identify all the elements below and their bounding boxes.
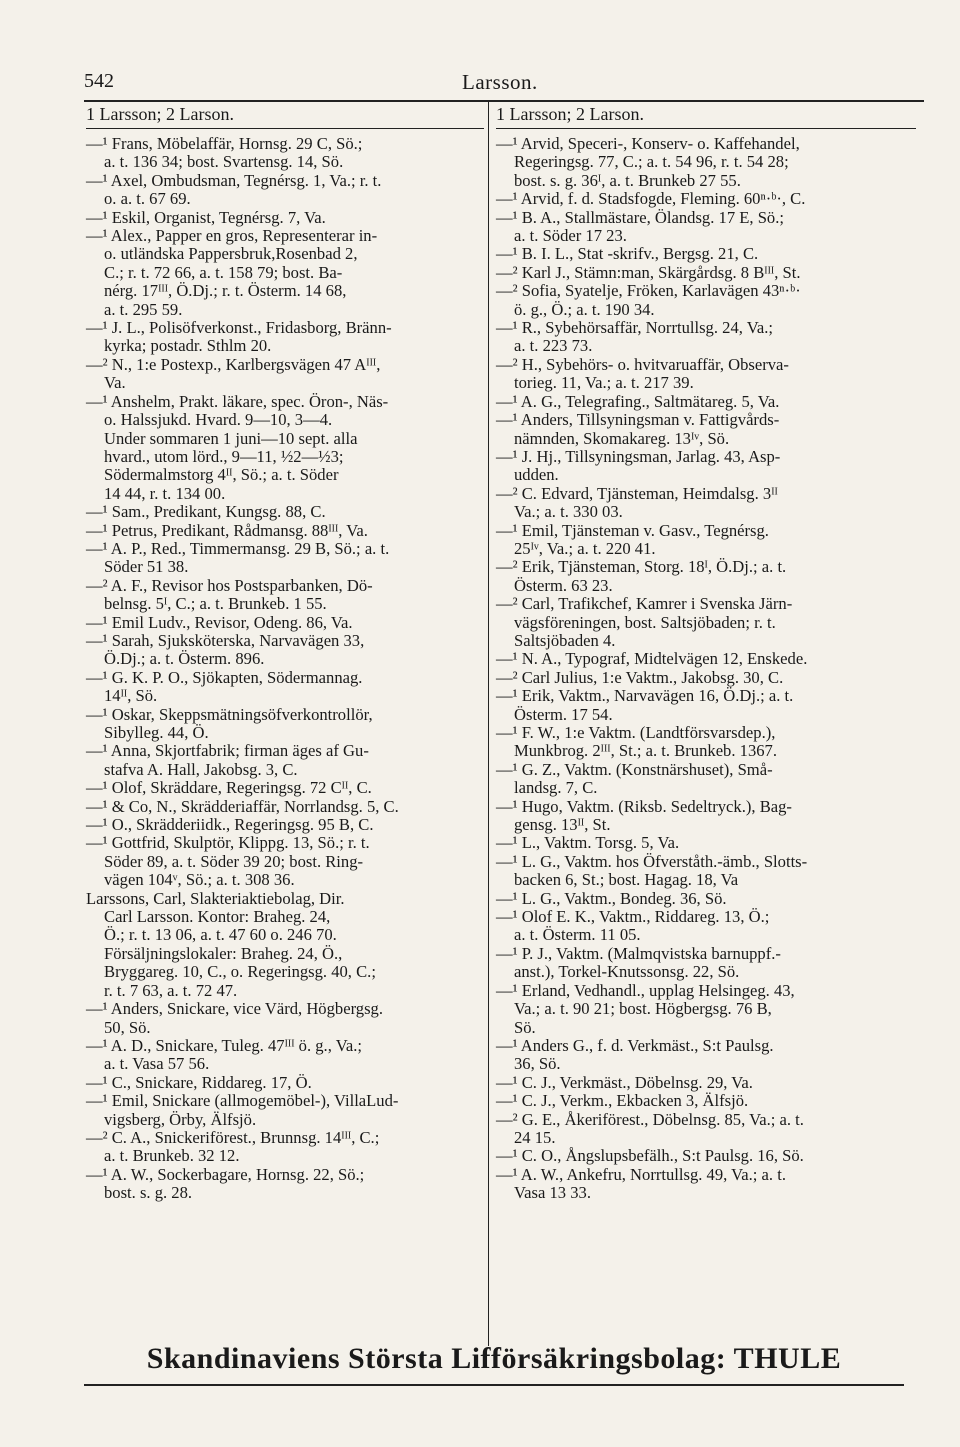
entry-continuation-line: Va.; a. t. 90 21; bost. Högbergsg. 76 B,	[514, 999, 772, 1019]
directory-entry	[496, 650, 916, 668]
entry-continuation-line: Vasa 13 33.	[514, 1183, 591, 1203]
directory-entry	[496, 393, 916, 411]
entry-line: —¹ Arvid, f. d. Stadsfogde, Fleming. 60ⁿ·ᵇ·, C.	[496, 189, 806, 209]
entry-continuation-line: Carl Larsson. Kontor: Braheg. 24,	[104, 907, 331, 927]
entry-continuation-line: Munkbrog. 2ᴵᴵᴵ, St.; a. t. Brunkeb. 1367.	[514, 741, 777, 761]
entry-continuation-line: a. t. 295 59.	[104, 299, 183, 319]
entry-continuation-line: bost. s. g. 28.	[104, 1183, 193, 1203]
entry-line: —¹ A. W., Sockerbagare, Hornsg. 22, Sö.;	[86, 1164, 365, 1184]
entry-continuation-line: Ö.Dj.; a. t. Österm. 896.	[104, 649, 265, 669]
entry-line: —² C. Edvard, Tjänsteman, Heimdalsg. 3ᴵᴵ	[496, 483, 778, 503]
entry-continuation-line: Södermalmstorg 4ᴵᴵ, Sö.; a. t. Söder	[104, 465, 339, 485]
directory-entry	[496, 1166, 916, 1203]
directory-entry	[86, 503, 482, 521]
directory-entry	[496, 687, 916, 724]
entry-line: —¹ L. G., Vaktm. hos Öfverståth.-ämb., Slotts-	[496, 851, 808, 871]
entry-continuation-line: vigsberg, Örby, Älfsjö.	[104, 1109, 257, 1129]
entry-continuation-line: 24 15.	[514, 1127, 556, 1147]
directory-entry	[86, 779, 482, 797]
entry-line: —¹ Emil, Tjänsteman v. Gasv., Tegnérsg.	[496, 520, 769, 540]
entry-line: —² Erik, Tjänsteman, Storg. 18ᴵ, Ö.Dj.; a. t.	[496, 557, 787, 577]
entry-line: —¹ Arvid, Speceri-, Konserv- o. Kaffehandel,	[496, 134, 800, 153]
entry-continuation-line: a. t. 136 34; bost. Svartensg. 14, Sö.	[104, 152, 344, 172]
entry-continuation-line: Söder 89, a. t. Söder 39 20; bost. Ring-	[104, 851, 364, 871]
directory-entry	[496, 1074, 916, 1092]
directory-entry	[496, 724, 916, 761]
entry-continuation-line: 50, Sö.	[104, 1017, 151, 1037]
directory-entry	[496, 264, 916, 282]
directory-entry	[86, 1092, 482, 1129]
entry-continuation-line: nämnden, Skomakareg. 13ᴵᵛ, Sö.	[514, 428, 730, 448]
directory-entry	[496, 1111, 916, 1148]
entry-line: —¹ B. I. L., Stat -skrifv., Bergsg. 21, C.	[496, 244, 759, 264]
directory-column-left	[86, 135, 482, 1203]
entry-continuation-line: Österm. 17 54.	[514, 704, 613, 724]
header-rule	[84, 100, 924, 102]
entry-line: —¹ Hugo, Vaktm. (Riksb. Sedeltryck.), Bag-	[496, 796, 792, 816]
directory-entry	[496, 356, 916, 393]
entry-continuation-line: Söder 51 38.	[104, 557, 189, 577]
directory-entry	[496, 853, 916, 890]
entry-continuation-line: 25ᴵᵛ, Va.; a. t. 220 41.	[514, 538, 656, 558]
entry-line: —² Carl Julius, 1:e Vaktm., Jakobsg. 30, C.	[496, 667, 784, 687]
column-heading-rule-left	[86, 128, 484, 129]
directory-entry	[86, 834, 482, 889]
entry-line: —¹ & Co, N., Skrädderiaffär, Norrlandsg. 5, C.	[86, 796, 399, 816]
entry-line: —¹ Oskar, Skeppsmätningsöfverkontrollör,	[86, 704, 373, 724]
directory-entry	[86, 522, 482, 540]
entry-line: —¹ Anders, Tillsyningsman v. Fattigvårds-	[496, 410, 780, 430]
entry-continuation-line: o. utländska Pappersbruk,Rosenbad 2,	[104, 244, 358, 264]
column-heading-rule-right	[496, 128, 916, 129]
directory-entry	[496, 190, 916, 208]
directory-entry	[496, 282, 916, 319]
entry-line: —¹ J. Hj., Tillsyningsman, Jarlag. 43, Asp-	[496, 446, 781, 466]
entry-continuation-line: anst.), Torkel-Knutssonsg. 22, Sö.	[514, 962, 740, 982]
entry-line: —¹ Olof E. K., Vaktm., Riddareg. 13, Ö.;	[496, 907, 770, 927]
directory-entry	[496, 522, 916, 559]
directory-entry	[86, 172, 482, 209]
entry-line: —¹ Olof, Skräddare, Regeringsg. 72 Cᴵᴵ, C.	[86, 778, 372, 798]
directory-entry	[86, 614, 482, 632]
entry-line: —¹ Anshelm, Prakt. läkare, spec. Öron-, Näs-	[86, 391, 389, 411]
directory-entry	[496, 411, 916, 448]
directory-entry	[86, 1166, 482, 1203]
directory-entry	[496, 945, 916, 982]
directory-entry	[86, 319, 482, 356]
entry-continuation-line: kyrka; postadr. Sthlm 20.	[104, 336, 272, 356]
entry-line: —¹ Emil Ludv., Revisor, Odeng. 86, Va.	[86, 612, 353, 632]
directory-entry	[86, 356, 482, 393]
entry-continuation-line: udden.	[514, 465, 559, 485]
entry-continuation-line: landsg. 7, C.	[514, 778, 598, 798]
entry-line: —¹ J. L., Polisöfverkonst., Fridasborg, Bränn-	[86, 318, 392, 338]
directory-entry	[86, 227, 482, 319]
entry-continuation-line: Sö.	[514, 1017, 536, 1037]
directory-entry	[86, 742, 482, 779]
directory-entry	[86, 135, 482, 172]
entry-line: —² N., 1:e Postexp., Karlbergsvägen 47 Aᴵᴵᴵ,	[86, 354, 381, 374]
column-divider	[488, 102, 489, 1346]
directory-entry	[496, 669, 916, 687]
directory-entry	[86, 669, 482, 706]
directory-entry	[496, 209, 916, 246]
entry-line: —¹ Alex., Papper en gros, Representerar in-	[86, 226, 378, 246]
entry-continuation-line: a. t. 223 73.	[514, 336, 593, 356]
entry-line: —¹ C. J., Verkm., Ekbacken 3, Älfsjö.	[496, 1091, 749, 1111]
directory-entry	[86, 632, 482, 669]
entry-continuation-line: C.; r. t. 72 66, a. t. 158 79; bost. Ba-	[104, 262, 343, 282]
entry-continuation-line: 14ᴵᴵ, Sö.	[104, 686, 158, 706]
entry-continuation-line: Regeringsg. 77, C.; a. t. 54 96, r. t. 54 28;	[514, 152, 789, 172]
entry-line: —¹ Anders, Snickare, vice Värd, Högbergsg.	[86, 999, 383, 1019]
running-head: Larsson.	[462, 70, 538, 94]
entry-line: —¹ C. O., Ångslupsbefälh., S:t Paulsg. 16, Sö.	[496, 1146, 804, 1166]
entry-line: —¹ Gottfrid, Skulptör, Klippg. 13, Sö.; r. t.	[86, 833, 370, 853]
entry-line: —² Carl, Trafikchef, Kamrer i Svenska Järn-	[496, 594, 793, 614]
directory-entry	[496, 1092, 916, 1110]
directory-entry	[86, 209, 482, 227]
entry-continuation-line: a. t. Söder 17 23.	[514, 226, 627, 246]
directory-entry	[86, 816, 482, 834]
entry-continuation-line: vägsföreningen, bost. Saltsjöbaden; r. t.	[514, 612, 776, 632]
entry-continuation-line: Sibylleg. 44, Ö.	[104, 723, 209, 742]
entry-line: —² A. F., Revisor hos Postsparbanken, Dö-	[86, 575, 373, 595]
directory-entry	[86, 1129, 482, 1166]
entry-line: —² H., Sybehörs- o. hvitvaruaffär, Observa-	[496, 354, 789, 374]
directory-entry	[496, 595, 916, 650]
entry-continuation-line: Va.	[104, 373, 126, 393]
directory-entry	[496, 908, 916, 945]
entry-line: —¹ G. Z., Vaktm. (Konstnärshuset), Små-	[496, 759, 773, 779]
directory-entry	[86, 706, 482, 743]
directory-entry	[496, 1037, 916, 1074]
entry-continuation-line: bost. s. g. 36ᴵ, a. t. Brunkeb 27 55.	[514, 170, 741, 190]
entry-continuation-line: nérg. 17ᴵᴵᴵ, Ö.Dj.; r. t. Österm. 14 68,	[104, 281, 347, 301]
entry-line: —¹ A. W., Ankefru, Norrtullsg. 49, Va.; a. t.	[496, 1164, 786, 1184]
directory-entry	[496, 448, 916, 485]
directory-entry	[496, 982, 916, 1037]
entry-continuation-line: a. t. Brunkeb. 32 12.	[104, 1146, 240, 1166]
entry-line: —² G. E., Åkeriförest., Döbelnsg. 85, Va.; a. t.	[496, 1109, 804, 1129]
column-heading-left: 1 Larsson; 2 Larson.	[86, 104, 234, 124]
entry-continuation-line: o. Halssjukd. Hvard. 9—10, 3—4.	[104, 410, 333, 430]
entry-continuation-line: Saltsjöbaden 4.	[514, 630, 616, 650]
directory-entry	[86, 393, 482, 503]
entry-continuation-line: Försäljningslokaler: Braheg. 24, Ö.,	[104, 943, 343, 963]
entry-continuation-line: Bryggareg. 10, C., o. Regeringsg. 40, C.;	[104, 962, 376, 982]
advertisement-banner: Skandinaviens Största Lifförsäkringsbolag: THULE	[146, 1342, 842, 1375]
entry-continuation-line: 14 44, r. t. 134 00.	[104, 483, 226, 503]
entry-line: —¹ Axel, Ombudsman, Tegnérsg. 1, Va.; r. t.	[86, 170, 382, 190]
directory-entry	[496, 558, 916, 595]
entry-continuation-line: Ö.; r. t. 13 06, a. t. 47 60 o. 246 70.	[104, 925, 337, 945]
entry-line: —¹ P. J., Vaktm. (Malmqvistska barnuppf.-	[496, 943, 781, 963]
directory-entry	[86, 798, 482, 816]
entry-line: —¹ C. J., Verkmäst., Döbelnsg. 29, Va.	[496, 1072, 753, 1092]
entry-line: —¹ Petrus, Predikant, Rådmansg. 88ᴵᴵᴵ, Va.	[86, 520, 368, 540]
entry-line: —¹ G. K. P. O., Sjökapten, Södermannag.	[86, 667, 363, 687]
entry-continuation-line: r. t. 7 63, a. t. 72 47.	[104, 980, 238, 1000]
entry-line: —¹ A. G., Telegrafing., Saltmätareg. 5, Va.	[496, 391, 780, 411]
entry-line: —¹ O., Skrädderiidk., Regeringsg. 95 B, C.	[86, 815, 374, 835]
entry-continuation-line: Österm. 63 23.	[514, 575, 613, 595]
directory-column-right	[496, 135, 916, 1203]
entry-continuation-line: belnsg. 5ᴵ, C.; a. t. Brunkeb. 1 55.	[104, 594, 327, 614]
directory-entry	[86, 540, 482, 577]
directory-entry	[496, 245, 916, 263]
entry-line: —¹ Anders G., f. d. Verkmäst., S:t Paulsg.	[496, 1035, 774, 1055]
entry-line: —² Sofia, Syatelje, Fröken, Karlavägen 43ⁿ·ᵇ·	[496, 281, 801, 301]
entry-line: —¹ Erik, Vaktm., Narvavägen 16, Ö.Dj.; a. t.	[496, 686, 794, 706]
directory-entry	[496, 761, 916, 798]
entry-line: —¹ B. A., Stallmästare, Ölandsg. 17 E, Sö.;	[496, 207, 784, 227]
directory-entry	[86, 1000, 482, 1037]
entry-line: —¹ A. D., Snickare, Tuleg. 47ᴵᴵᴵ ö. g., Va.;	[86, 1035, 362, 1055]
entry-continuation-line: ö. g., Ö.; a. t. 190 34.	[514, 299, 655, 319]
directory-entry	[86, 577, 482, 614]
entry-line: —¹ L. G., Vaktm., Bondeg. 36, Sö.	[496, 888, 727, 908]
entry-line: —¹ Sam., Predikant, Kungsg. 88, C.	[86, 502, 326, 522]
column-heading-right: 1 Larsson; 2 Larson.	[496, 104, 644, 124]
entry-line: Larssons, Carl, Slakteriaktiebolag, Dir.	[86, 888, 345, 908]
entry-continuation-line: Va.; a. t. 330 03.	[514, 502, 623, 522]
directory-entry	[86, 1074, 482, 1092]
directory-entry	[86, 1037, 482, 1074]
entry-continuation-line: o. a. t. 67 69.	[104, 189, 191, 209]
directory-entry	[496, 798, 916, 835]
page-number: 542	[84, 70, 114, 92]
directory-entry	[496, 890, 916, 908]
directory-entry	[86, 890, 482, 1000]
directory-entry	[496, 834, 916, 852]
entry-line: —² Karl J., Stämn:man, Skärgårdsg. 8 Bᴵᴵᴵ, St.	[496, 262, 801, 282]
entry-continuation-line: backen 6, St.; bost. Hagag. 18, Va	[514, 870, 739, 890]
entry-line: —¹ C., Snickare, Riddareg. 17, Ö.	[86, 1072, 312, 1092]
entry-line: —¹ Eskil, Organist, Tegnérsg. 7, Va.	[86, 207, 326, 227]
directory-entry	[496, 319, 916, 356]
entry-line: —¹ Sarah, Sjuksköterska, Narvavägen 33,	[86, 630, 365, 650]
entry-line: —¹ R., Sybehörsaffär, Norrtullsg. 24, Va.;	[496, 318, 774, 338]
entry-line: —² C. A., Snickeriförest., Brunnsg. 14ᴵᴵᴵ, C.;	[86, 1127, 380, 1147]
entry-line: —¹ Frans, Möbelaffär, Hornsg. 29 C, Sö.;	[86, 134, 363, 153]
entry-line: —¹ L., Vaktm. Torsg. 5, Va.	[496, 833, 680, 853]
entry-continuation-line: a. t. Vasa 57 56.	[104, 1054, 210, 1074]
entry-continuation-line: hvard., utom lörd., 9—11, ½2—½3;	[104, 446, 344, 466]
entry-line: —¹ Anna, Skjortfabrik; firman äges af Gu-	[86, 741, 369, 761]
entry-continuation-line: vägen 104ᵛ, Sö.; a. t. 308 36.	[104, 870, 295, 890]
directory-entry	[496, 485, 916, 522]
entry-line: —¹ A. P., Red., Timmermansg. 29 B, Sö.; a. t.	[86, 538, 390, 558]
entry-continuation-line: torieg. 11, Va.; a. t. 217 39.	[514, 373, 694, 393]
directory-entry	[496, 135, 916, 190]
entry-continuation-line: 36, Sö.	[514, 1054, 561, 1074]
entry-line: —¹ Emil, Snickare (allmogemöbel-), VillaLud-	[86, 1091, 399, 1111]
entry-line: —¹ N. A., Typograf, Midtelvägen 12, Enskede.	[496, 649, 808, 669]
directory-entry	[496, 1147, 916, 1165]
entry-continuation-line: a. t. Österm. 11 05.	[514, 925, 641, 945]
entry-line: —¹ F. W., 1:e Vaktm. (Landtförsvarsdep.),	[496, 723, 776, 742]
entry-continuation-line: Under sommaren 1 juni—10 sept. alla	[104, 428, 358, 448]
advertisement-rule	[84, 1384, 904, 1386]
entry-continuation-line: gensg. 13ᴵᴵ, St.	[514, 815, 611, 835]
entry-continuation-line: stafva A. Hall, Jakobsg. 3, C.	[104, 759, 298, 779]
entry-line: —¹ Erland, Vedhandl., upplag Helsingeg. 43,	[496, 980, 795, 1000]
